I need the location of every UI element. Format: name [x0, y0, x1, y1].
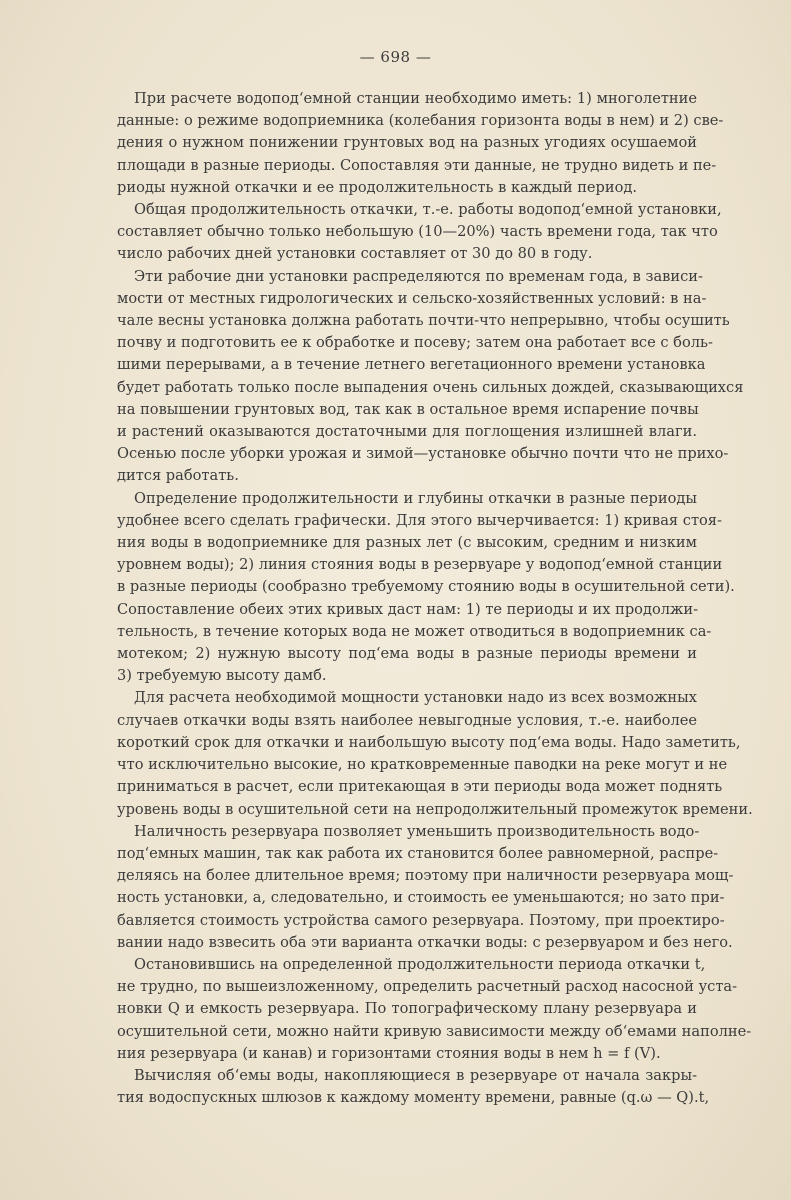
text-line: ния воды в водоприемнике для разных лет (с высоким, средним и низким: [117, 534, 697, 552]
paragraph: [117, 199, 722, 266]
text-line: Остановившись на определенной продолжительности периода откачки t,: [134, 955, 706, 973]
text-line: площади в разные периоды. Сопоставляя эти данные, не трудно видеть и пе-: [117, 156, 717, 174]
text-line: мости от местных гидрологических и сельско-хозяйственных условий: в на-: [117, 289, 707, 307]
text-line: в разные периоды (сообразно требуемому стоянию воды в осушительной сети).: [117, 578, 735, 596]
text-line: дения о нужном понижении грунтовых вод на разных угодиях осушаемой: [117, 134, 697, 152]
text-line: Общая продолжительность откачки, т.-е. работы водопод‘емной установки,: [134, 201, 722, 219]
paragraph: [117, 88, 724, 199]
text-line: новки Q и емкость резервуара. По топографическому плану резервуара и: [117, 1000, 697, 1018]
text-line: данные: о режиме водоприемника (колебания горизонта воды в нем) и 2) све-: [117, 112, 724, 130]
text-line: тия водоспускных шлюзов к каждому моменту времени, равные (q.ω — Q).t,: [117, 1089, 710, 1107]
paragraph: [117, 821, 734, 954]
text-line: приниматься в расчет, если притекающая в эти периоды вода может поднять: [117, 778, 723, 796]
text-line: дится работать.: [117, 467, 239, 485]
text-line: под‘емных машин, так как работа их становится более равномерной, распре-: [117, 844, 719, 862]
text-line: будет работать только после выпадения очень сильных дождей, сказывающихся: [117, 378, 744, 396]
text-line: Вычисляя об‘емы воды, накопляющиеся в резервуаре от начала закры-: [134, 1066, 697, 1084]
paragraph: [117, 1065, 710, 1109]
text-line: случаев откачки воды взять наиболее невыгодные условия, т.-е. наиболее: [117, 711, 697, 729]
paragraph: [117, 266, 744, 488]
body-text: [117, 88, 753, 1109]
text-line: вании надо взвесить оба эти варианта откачки воды: с резервуаром и без него.: [117, 933, 733, 951]
text-line: Сопоставление обеих этих кривых даст нам: 1) те периоды и их продолжи-: [117, 600, 699, 618]
text-line: Определение продолжительности и глубины откачки в разные периоды: [134, 489, 697, 507]
paragraph: [117, 687, 753, 820]
text-line: что исключительно высокие, но кратковременные паводки на реке могут и не: [117, 756, 728, 774]
page-number: — 698 —: [359, 48, 432, 66]
text-line: бавляется стоимость устройства самого резервуара. Поэтому, при проектиро-: [117, 911, 725, 929]
paragraph: [117, 954, 752, 1065]
text-line: удобнее всего сделать графически. Для этого вычерчивается: 1) кривая стоя-: [117, 511, 722, 529]
text-line: короткий срок для откачки и наибольшую высоту под‘ема воды. Надо заметить,: [117, 733, 741, 751]
text-line: Для расчета необходимой мощности установки надо из всех возможных: [134, 689, 697, 707]
text-line: ния резервуара (и канав) и горизонтами стояния воды в нем h = f (V).: [117, 1044, 661, 1062]
text-line: мотеком; 2) нужную высоту под‘ема воды в разные периоды времени и: [117, 645, 697, 663]
text-line: чале весны установка должна работать почти-что непрерывно, чтобы осушить: [117, 312, 730, 330]
text-line: 3) требуемую высоту дамб.: [117, 667, 327, 685]
text-line: уровнем воды); 2) линия стояния воды в резервуаре у водопод‘емной станции: [117, 556, 723, 574]
text-line: Осенью после уборки урожая и зимой—установке обычно почти что не прихо-: [117, 445, 729, 463]
text-line: риоды нужной откачки и ее продолжительность в каждый период.: [117, 178, 638, 196]
text-line: осушительной сети, можно найти кривую зависимости между об‘емами наполне-: [117, 1022, 752, 1040]
text-line: Наличность резервуара позволяет уменьшить производительность водо-: [134, 822, 700, 840]
text-line: и растений оказываются достаточными для поглощения излишней влаги.: [117, 423, 697, 441]
text-line: почву и подготовить ее к обработке и посеву; затем она работает все с боль-: [117, 334, 713, 352]
text-line: шими перерывами, а в течение летнего вегетационного времени установка: [117, 356, 706, 374]
paragraph: [117, 488, 735, 688]
text-line: составляет обычно только небольшую (10—20%) часть времени года, так что: [117, 223, 718, 241]
text-line: не трудно, по вышеизложенному, определить расчетный расход насосной уста-: [117, 978, 738, 996]
text-line: на повышении грунтовых вод, так как в остальное время испарение почвы: [117, 400, 699, 418]
text-line: тельность, в течение которых вода не может отводиться в водоприемник са-: [117, 622, 712, 640]
text-line: Эти рабочие дни установки распределяются по временам года, в зависи-: [134, 267, 703, 285]
text-line: При расчете водопод‘емной станции необходимо иметь: 1) многолетние: [134, 90, 697, 107]
text-line: деляясь на более длительное время; поэтому при наличности резервуара мощ-: [117, 867, 734, 885]
text-line: ность установки, а, следовательно, и стоимость ее уменьшаются; но зато при-: [117, 889, 725, 907]
text-line: уровень воды в осушительной сети на непродолжительный промежуток времени.: [117, 800, 753, 818]
text-line: число рабочих дней установки составляет от 30 до 80 в году.: [117, 245, 593, 263]
